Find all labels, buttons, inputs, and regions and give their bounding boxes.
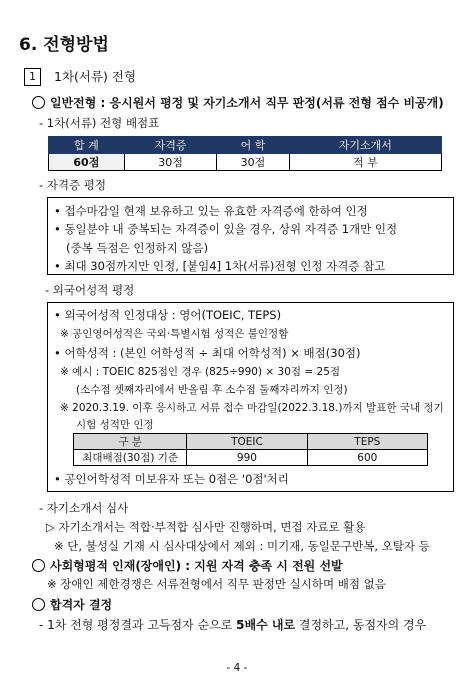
score-header-total: 합 계 [49,137,125,154]
pass-line-post: 결정하고, 동점자의 경우 [295,618,427,632]
self-intro-title: - 자기소개서 심사 [39,501,129,515]
lang-header-toeic: TOEIC [187,434,307,450]
pass-item [32,596,112,613]
score-lang: 30점 [217,154,289,171]
lang-header-teps: TEPS [307,434,427,450]
score-table [48,136,442,171]
lang-last-line: • 공인어학성적 미보유자 또는 0점은 '0점'처리 [54,472,289,486]
lang-line-5: (소수점 셋째자리에서 반올림 후 소수점 둘째자리까지 인정) [76,384,348,396]
score-table-header-row [49,137,442,154]
social-item [32,557,343,574]
score-header-lang: 어 학 [217,137,289,154]
lang-line-2: ※ 공인영어성적은 국외·특별시험 성적은 불인정함 [60,328,289,340]
general-admission-title: 일반전형 : 응시원서 평정 및 자기소개서 직무 판정(서류 전형 점수 비공개) [50,96,444,110]
section-number-box: 1 [24,68,41,86]
score-header-cert: 자격증 [124,137,217,154]
score-header-self-intro: 자기소개서 [289,137,441,154]
lang-line-7: 시험 성적만 인정 [76,419,154,431]
page-heading: 6. 전형방법 [19,35,109,55]
lang-row-category: 최대배점(30점) 기준 [74,450,187,466]
lang-table-row [74,450,428,466]
lang-header-category: 구 분 [74,434,187,450]
score-total: 60점 [49,154,125,171]
pass-line [39,616,426,633]
pass-line-pre: - 1차 전형 평정결과 고득점자 순으로 [39,618,237,632]
score-table-row [49,154,442,171]
cert-line-4: • 최대 30점까지만 인정, [붙임4] 1차(서류)전형 인정 자격증 참고 [54,259,386,273]
lang-table [73,433,428,466]
lang-table-header-row [74,434,428,450]
self-intro-line-1: ▷ 자기소개서는 적합·부적합 심사만 진행하며, 면접 자료로 활용 [46,520,366,534]
lang-title: - 외국어성적 평정 [45,283,135,297]
cert-line-2: • 동일분야 내 중복되는 자격증이 있을 경우, 상위 자격증 1개만 인정 [54,222,398,236]
score-table-title: - 1차(서류) 전형 배점표 [39,116,160,130]
social-title: 사회형평적 인재(장애인) : 지원 자격 충족 시 전원 선발 [50,559,343,573]
pass-line-bold: 5배수 내로 [236,618,296,632]
page-number: - 4 - [226,662,248,674]
lang-row-toeic: 990 [187,450,307,466]
score-self-intro: 적 부 [289,154,441,171]
circle-bullet-icon [32,559,45,572]
lang-line-1: • 외국어성적 인정대상 : 영어(TOEIC, TEPS) [54,308,282,322]
cert-line-3: (중복 득점은 인정하지 않음) [66,241,209,255]
circle-bullet-icon [32,598,45,611]
circle-bullet-icon [32,96,45,109]
pass-title: 합격자 결정 [50,598,113,612]
lang-line-3: • 어학성적 : (본인 어학성적 ÷ 최대 어학성적) × 배점(30점) [54,346,361,360]
cert-title: - 자격증 평정 [39,178,107,192]
self-intro-line-2: ※ 단, 불성실 기재 시 심사대상에서 제외 : 미기재, 동일문구반복, 오탈자 등 [54,539,430,553]
general-admission-item [32,94,444,111]
social-note: ※ 장애인 제한경쟁은 서류전형에서 직무 판정만 실시하며 배점 없음 [47,577,386,591]
score-cert: 30점 [124,154,217,171]
section-title: 1차(서류) 전형 [54,69,137,84]
cert-line-1: • 접수마감일 현재 보유하고 있는 유효한 자격증에 한하여 인정 [54,204,368,218]
lang-row-teps: 600 [307,450,427,466]
lang-line-4: ※ 예시 : TOEIC 825점인 경우 (825÷990) × 30점 = 25점 [60,366,341,378]
lang-line-6: ※ 2020.3.19. 이후 응시하고 서류 접수 마감일(2022.3.18.)까지 발표한 국내 정기 [60,402,444,414]
